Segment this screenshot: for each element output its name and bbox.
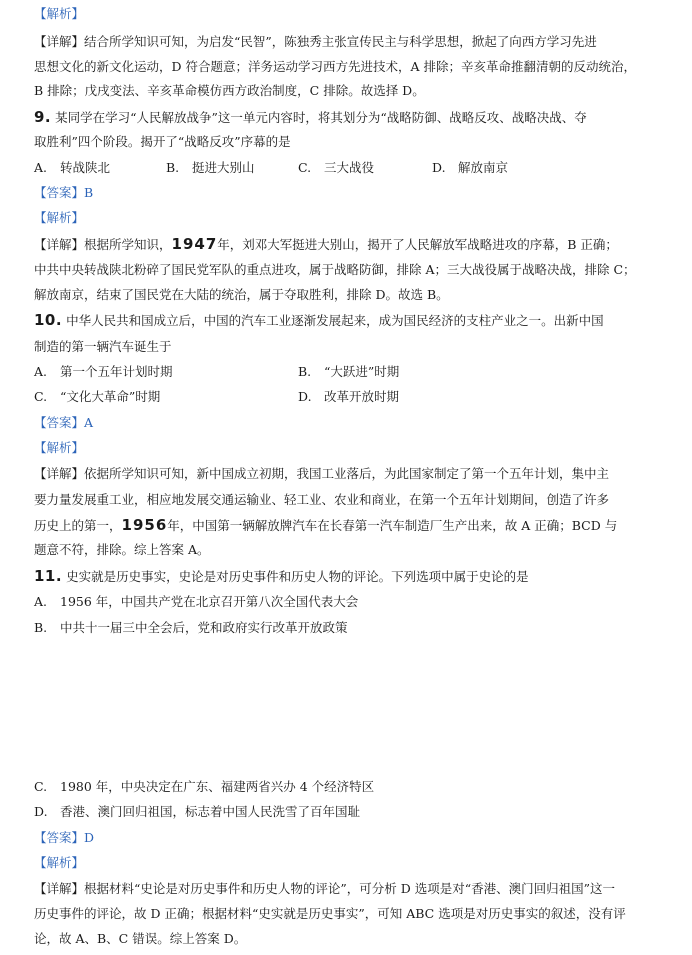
detail-line: 题意不符，排除。综上答案 A。 [34, 542, 210, 557]
option-c: C. “文化大革命”时期 [34, 389, 161, 404]
stem-text: 中华人民共和国成立后，中国的汽车工业逐渐发展起来，成为国民经济的支柱产业之一。出新中国 [66, 313, 604, 328]
question-10-stem-line-2: 制造的第一辆汽车诞生于 [34, 339, 172, 354]
answer-tag: 【答案】B [34, 185, 94, 200]
stem-text: 某同学在学习“人民解放战争”这一单元内容时，将其划分为“战略防御、战略反攻、战略决战、夺 [55, 110, 587, 125]
option-a: A. 转战陕北 [34, 160, 111, 175]
detail-line: 论，故 A、B、C 错误。综上答案 D。 [34, 931, 247, 946]
analysis-tag: 【解析】 [34, 210, 85, 225]
question-number: 11. [34, 567, 63, 585]
analysis-tag: 【解析】 [34, 855, 85, 870]
detail-line: B 排除；戊戌变法、辛亥革命模仿西方政治制度，C 排除。故选择 D。 [34, 83, 425, 98]
question-number: 9. [34, 108, 52, 126]
question-number: 10. [34, 311, 63, 329]
detail-line: 解放南京，结束了国民党在大陆的统治，属于夺取胜利，排除 D。故选 B。 [34, 287, 449, 302]
stem-text: 史实就是历史事实，史论是对历史事件和历史人物的评论。下列选项中属于史论的是 [66, 569, 529, 584]
question-10-stem-line-1 [34, 311, 604, 329]
analysis-tag: 【解析】 [34, 440, 85, 455]
detail-line: 【详解】结合所学知识可知，为启发“民智”，陈独秀主张宣传民主与科学思想，掀起了向西方学习先进 [34, 34, 597, 49]
question-9-stem-line-2: 取胜利”四个阶段。揭开了“战略反攻”序幕的是 [34, 134, 291, 149]
option-b: B. 挺进大别山 [166, 160, 255, 175]
option-d: D. 改革开放时期 [298, 389, 400, 404]
option-d: D. 香港、澳门回归祖国，标志着中国人民洗雪了百年国耻 [34, 804, 361, 819]
answer-tag: 【答案】D [34, 830, 95, 845]
detail-line: 【详解】根据所学知识，1947年，刘邓大军挺进大别山，揭开了人民解放军战略进攻的序幕，B 正确； [34, 235, 618, 253]
detail-line: 历史事件的评论，故 D 正确；根据材料“史实就是历史事实”，可知 ABC 选项是对历史事实的叙述，没有评 [34, 906, 626, 921]
detail-line: 【详解】根据材料“史论是对历史事件和历史人物的评论”，可分析 D 选项是对“香港、澳门回归祖国”这一 [34, 881, 616, 896]
detail-line: 要力量发展重工业，相应地发展交通运输业、轻工业、农业和商业，在第一个五年计划期间，创造了许多 [34, 492, 610, 507]
option-c: C. 三大战役 [298, 160, 375, 175]
question-9-stem-line-1 [34, 109, 592, 126]
detail-line: 历史上的第一，1956年，中国第一辆解放牌汽车在长春第一汽车制造厂生产出来，故 A 正确；BCD 与 [34, 516, 618, 534]
option-b: B. “大跃进”时期 [298, 364, 400, 379]
option-d: D. 解放南京 [432, 160, 509, 175]
detail-line: 中共中央转战陕北粉碎了国民党军队的重点进攻，属于战略防御，排除 A；三大战役属于战略决战，排除 C； [34, 262, 636, 277]
option-b: B. 中共十一届三中全会后，党和政府实行改革开放政策 [34, 620, 348, 635]
question-11-stem [34, 568, 592, 585]
option-c: C. 1980 年，中央决定在广东、福建两省兴办 4 个经济特区 [34, 779, 375, 794]
option-a: A. 第一个五年计划时期 [34, 364, 173, 379]
detail-line: 思想文化的新文化运动，D 符合题意；洋务运动学习西方先进技术，A 排除；辛亥革命推翻清朝的反动统治， [34, 59, 636, 74]
detail-line: 【详解】依据所学知识可知，新中国成立初期，我国工业落后，为此国家制定了第一个五年计划，集中主 [34, 466, 610, 481]
answer-tag: 【答案】A [34, 415, 94, 430]
analysis-tag: 【解析】 [34, 6, 85, 21]
option-a: A. 1956 年，中国共产党在北京召开第八次全国代表大会 [34, 594, 359, 609]
